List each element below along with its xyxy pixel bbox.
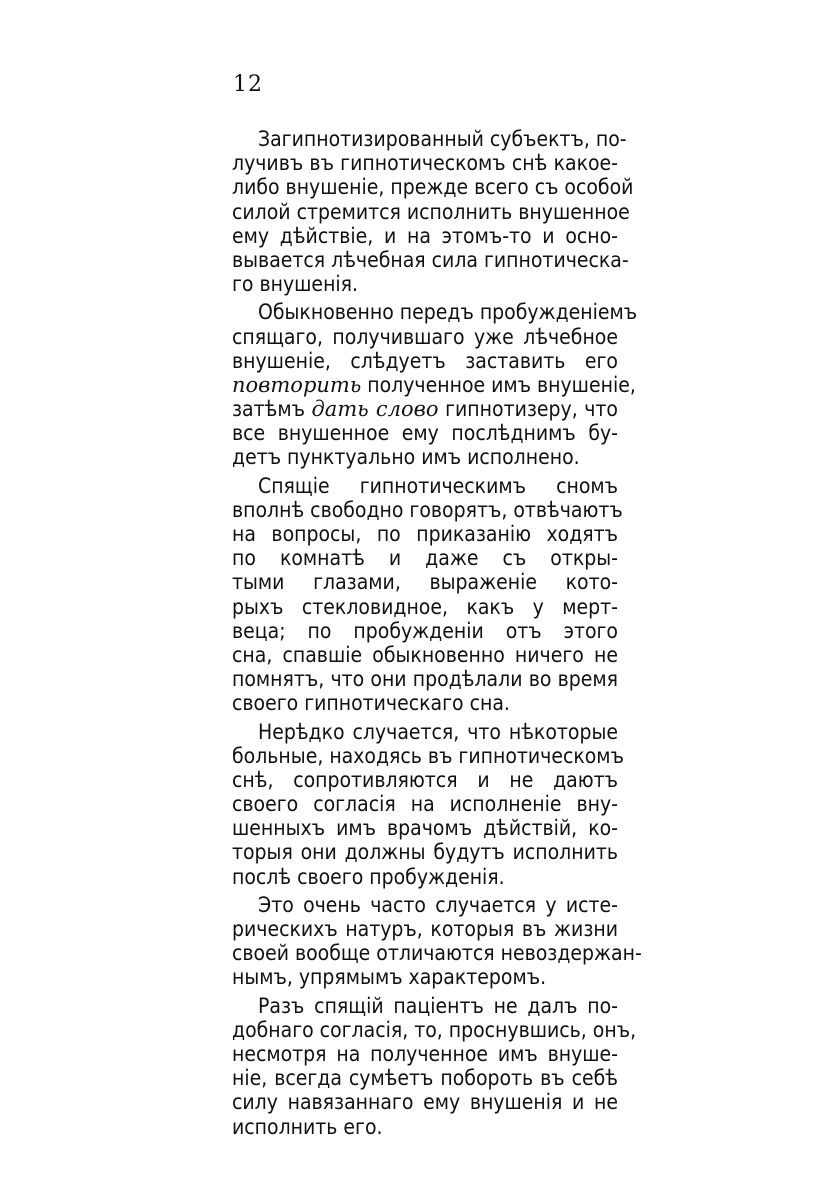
body-text [232, 127, 642, 1139]
text-line: Это очень часто случается у исте- [258, 892, 618, 917]
text-line: тыми глазами, выраженіе кото- [232, 570, 618, 595]
emphasized-text: дать слово [311, 397, 439, 422]
paragraph [232, 127, 634, 297]
text-line: силой стремится исполнить внушенное [232, 199, 630, 224]
text-line: Спящіе гипнотическимъ сномъ [258, 473, 618, 498]
paragraph [232, 473, 623, 716]
text-line: ему дѣйствіе, и на этомъ-то и осно- [232, 223, 618, 248]
text-line: шенныхъ имъ врачомъ дѣйствій, ко- [232, 816, 618, 841]
text-line: помнятъ, что они продѣлали во время [232, 667, 618, 692]
text-line: ніе, всегда сумѣетъ побороть въ себѣ [232, 1066, 618, 1091]
text-run: полученное имъ внушеніе, [361, 372, 636, 397]
text-line: вполнѣ свободно говорятъ, отвѣчаютъ [232, 497, 623, 522]
text-line: Обыкновенно передъ пробужденіемъ [258, 300, 638, 325]
text-line: сна, спавшіе обыкновенно ничего не [232, 642, 618, 667]
text-line: го внушенія. [232, 272, 359, 297]
paragraph [232, 300, 638, 470]
text-line: своей вообще отличаются невоздержан- [232, 941, 642, 966]
text-line: веца; по пробужденіи отъ этого [232, 618, 618, 643]
text-line: торыя они должны будутъ исполнить [232, 840, 618, 865]
text-line: нымъ, упрямымъ характеромъ. [232, 965, 547, 990]
paragraph [232, 993, 637, 1139]
text-line [232, 397, 618, 421]
text-line: все внушенное ему послѣднимъ бу- [232, 421, 618, 446]
text-line: спящаго, получившаго уже лѣчебное [232, 324, 618, 349]
page-number: 12 [233, 72, 263, 97]
text-line: лучивъ въ гипнотическомъ снѣ какое- [232, 151, 618, 176]
text-run: гипнотизеру, что [438, 397, 618, 422]
text-line: по комнатѣ и даже съ откры- [232, 546, 618, 571]
text-line: Загипнотизированный субъектъ, по- [258, 127, 627, 151]
text-line: рыхъ стекловидное, какъ у мерт- [232, 594, 618, 619]
text-line: Разъ спящій паціентъ не далъ по- [258, 993, 618, 1018]
text-line: своего гипнотическаго сна. [232, 691, 510, 716]
text-line [232, 372, 636, 397]
text-line: послѣ своего пробужденія. [232, 864, 505, 889]
text-line: своего согласія на исполненіе вну- [232, 792, 618, 817]
paragraph [232, 719, 624, 889]
text-line: либо внушеніе, прежде всего съ особой [232, 175, 634, 200]
emphasized-text: повторить [232, 372, 362, 397]
text-line: детъ пунктуально имъ исполнено. [232, 445, 580, 470]
paragraph [232, 892, 642, 990]
text-line: снѣ, сопротивляются и не даютъ [232, 767, 618, 792]
text-line: вывается лѣчебная сила гипнотическа- [232, 247, 629, 272]
text-line: силу навязаннаго ему внушенія и не [232, 1090, 618, 1115]
text-line: несмотря на полученное имъ внуше- [232, 1041, 618, 1066]
text-line: исполнить его. [232, 1114, 383, 1139]
text-line: внушеніе, слѣдуетъ заставить его [232, 348, 618, 373]
text-line: больные, находясь въ гипнотическомъ [232, 743, 624, 768]
text-line: рическихъ натуръ, которыя въ жизни [232, 917, 618, 941]
text-line: на вопросы, по приказанію ходятъ [232, 522, 618, 546]
text-run: затѣмъ [232, 397, 312, 422]
text-line: Нерѣдко случается, что нѣкоторые [258, 719, 618, 744]
text-line: добнаго согласія, то, проснувшись, онъ, [232, 1017, 637, 1042]
